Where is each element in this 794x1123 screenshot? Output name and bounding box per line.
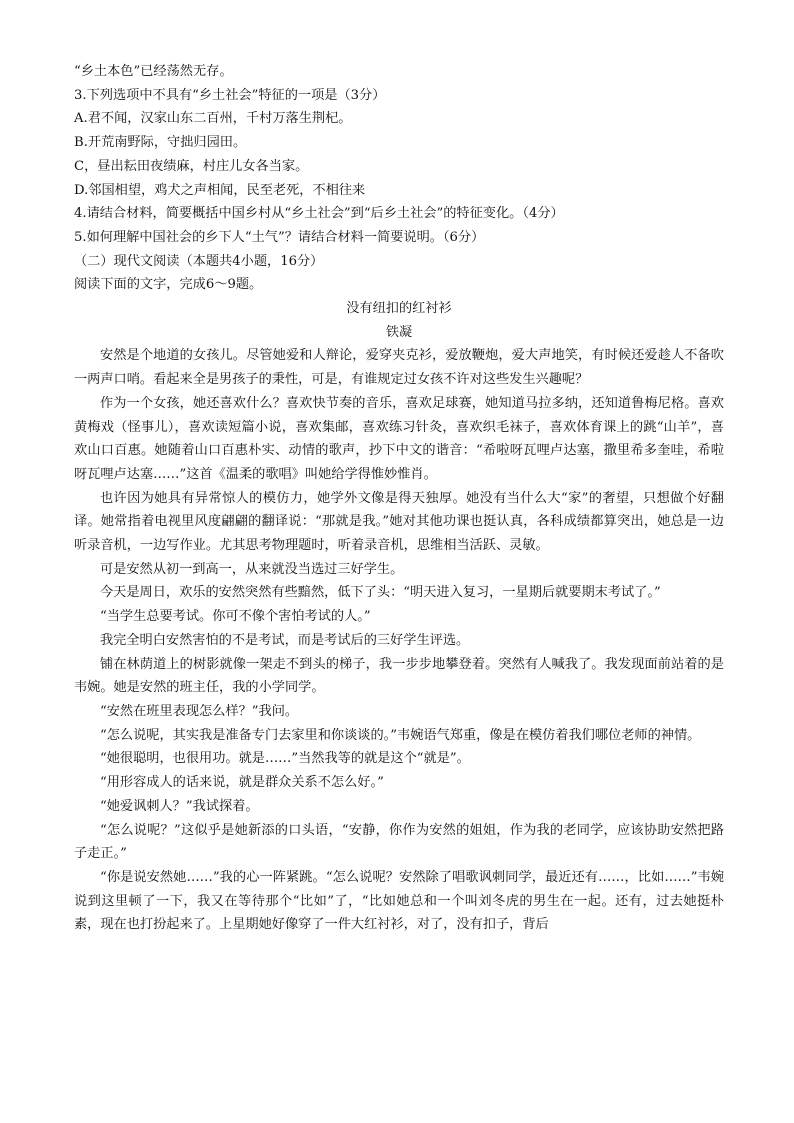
text-line: C，昼出耘田夜绩麻，村庄儿女各当家。 xyxy=(74,158,309,174)
paragraph: “她爱讽刺人？”我试探着。 xyxy=(100,798,259,814)
paragraph: 安然是个地道的女孩儿。尽管她爱和人辩论，爱穿夹克衫，爱放鞭炮，爱大声地笑，有时候还爱趁人不备吹一两声口哨。看起来全是男孩子的秉性，可是，有谁规定过女孩不许对这些发生兴趣呢？ xyxy=(74,348,724,388)
text-line: B.开荒南野际，守拙归园田。 xyxy=(74,135,247,151)
text-line: （二）现代文阅读（本题共4小题，16分） xyxy=(74,253,324,269)
text-line: A.君不闻，汉家山东二百州，千村万落生荆杞。 xyxy=(74,111,352,127)
text-line: 4.请结合材料，简要概括中国乡村从“乡土社会”到“后乡土社会”的特征变化。（4分） xyxy=(74,206,564,222)
text-line: “乡土本色”已经荡然无存。 xyxy=(74,64,233,79)
paragraph: “怎么说呢？”这似乎是她新添的口头语，“安静，你作为安然的姐姐，作为我的老同学，应该协助安然把路子走正。” xyxy=(74,822,724,862)
paragraph: “用形容成人的话来说，就是群众关系不怎么好。” xyxy=(100,775,384,791)
text-line: 阅读下面的文字，完成6～9题。 xyxy=(74,277,263,293)
paragraph: “当学生总要考试。你可不像个害怕考试的人。” xyxy=(100,609,371,625)
paragraph: “安然在班里表现怎么样？”我问。 xyxy=(100,703,299,719)
paragraph: 今天是周日，欢乐的安然突然有些黯然，低下了头：“明天进入复习，一星期后就要期末考试了。” xyxy=(100,585,661,601)
paragraph: 可是安然从初一到高一，从来就没当选过三好学生。 xyxy=(100,561,404,577)
article-author: 铁凝 xyxy=(385,324,413,340)
paragraph: 作为一个女孩，她还喜欢什么？喜欢快节奏的音乐，喜欢足球赛，她知道马拉多纳，还知道鲁梅尼格。喜欢黄梅戏（怪事儿），喜欢读短篇小说，喜欢集邮，喜欢练习针灸，喜欢织毛袜子，喜欢体育课上的跳“山羊”，喜欢山口百惠。她随着山口百惠朴实、动情的歌声，抄下中文的谐音：“希啦呀瓦哩卢达塞，撒里希多奎哇，希啦呀瓦哩卢达塞……”这首《温柔的歌唱》叫她给学得惟妙惟肖。 xyxy=(74,395,724,482)
document-page xyxy=(74,60,724,937)
paragraph: “她很聪明，也很用功。就是……”当然我等的就是这个“就是”。 xyxy=(100,751,470,767)
article-title: 没有纽扣的红衬衫 xyxy=(346,301,452,317)
paragraph: 也许因为她具有异常惊人的模仿力，她学外文像是得天独厚。她没有当什么大“家”的奢望，只想做个好翻译。她常指着电视里风度翩翩的翻译说：“那就是我。”她对其他功课也挺认真，各科成绩都算突出，她总是一边听录音机，一边写作业。尤其思考物理题时，听着录音机，思维相当活跃、灵敏。 xyxy=(74,490,724,554)
paragraph: “你是说安然她……”我的心一阵紧跳。“怎么说呢？安然除了唱歌讽刺同学，最近还有……，比如……”韦婉说到这里顿了一下，我又在等待那个“比如”了，“比如她总和一个叫刘冬虎的男生在一起。还有，过去她挺朴素，现在也打扮起来了。上星期她好像穿了一件大红衬衫，对了，没有扣子，背后 xyxy=(74,869,724,933)
paragraph: 铺在林荫道上的树影就像一架走不到头的梯子，我一步步地攀登着。突然有人喊我了。我发现面前站着的是韦婉。她是安然的班主任，我的小学同学。 xyxy=(74,656,724,696)
text-line: D.邻国相望，鸡犬之声相闻，民至老死，不相往来 xyxy=(74,182,366,198)
paragraph: 我完全明白安然害怕的不是考试，而是考试后的三好学生评选。 xyxy=(100,632,470,648)
text-line: 3.下列选项中不具有“乡土社会”特征的一项是（3分） xyxy=(74,87,386,103)
text-line: 5.如何理解中国社会的乡下人“土气”？请结合材料一简要说明。（6分） xyxy=(74,229,485,245)
paragraph: “怎么说呢，其实我是准备专门去家里和你谈谈的。”韦婉语气郑重，像是在模仿着我们哪位老师的神情。 xyxy=(100,727,701,743)
